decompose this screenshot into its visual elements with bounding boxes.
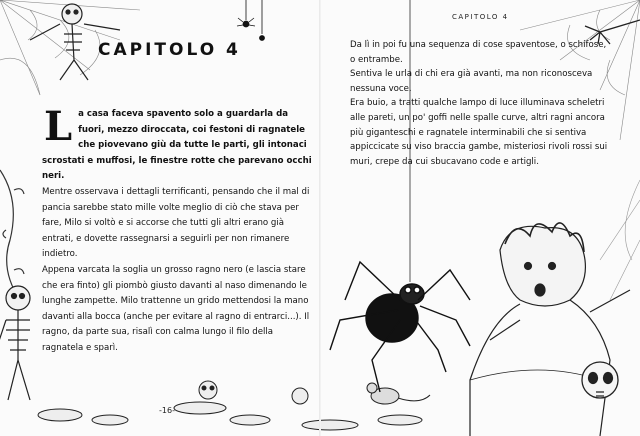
- running-head: CAPITOLO 4: [452, 13, 509, 21]
- boy-milo: [470, 223, 630, 436]
- opening-paragraph: [42, 103, 314, 185]
- left-page-body: [42, 103, 314, 357]
- left-paragraph-2: Mentre osservava i dettagli terrificanti, pensando che il mal di pancia sarebbe stato mille volte meglio di ciò che stava per fare, Milo si voltò e si accorse che tutti gli altri erano già entrati, e dovette rassegnarsi a seguirli per non rimanere indietro.: [42, 186, 310, 260]
- small-spider: [237, 0, 265, 41]
- skeleton-lower-left: [0, 286, 30, 400]
- book-gutter: [319, 0, 321, 436]
- right-paragraph-2: Sentiva le urla di chi era già avanti, ma non riconosceva nessuna voce.: [350, 69, 593, 94]
- right-paragraph-3: Era buio, a tratti qualche lampo di luce illuminava scheletri alle pareti, un po' goffi nelle spalle curve, altri ragni ancora più giganteschi e ragnatele interminabili che si sentiva appiccicate su viso braccia gambe, misteriosi rivoli rossi sui muri, crepe da cui sbucavano code e artigli.: [350, 98, 608, 167]
- bone-pile: [38, 381, 422, 430]
- page-number: -16-: [159, 406, 175, 415]
- skull: [582, 362, 618, 398]
- rat: [367, 383, 430, 404]
- opening-paragraph-text: a casa faceva spavento solo a guardarla da fuori, mezzo diroccata, coi festoni di ragnatele che piovevano giù da tutte le parti, gli intonaci scrostati e muffosi, le finestre rotte che parevano occhi neri.: [42, 109, 312, 182]
- right-edge-cobweb: [600, 180, 640, 300]
- right-paragraph-1: Da lì in poi fu una sequenza di cose spaventose, o schifose, o entrambe.: [350, 40, 607, 65]
- left-paragraph-3: Appena varcata la soglia un grosso ragno nero (e lascia stare che era finto) gli piombò giusto davanti al naso dimenando le lunghe zampette. Milo trattenne un grido mettendosi la mano davanti alla bocca (anche per evitare al ragno di entrarci...). Il ragno, da parte sua, risalì con calma lungo il filo della ragnatela e sparì.: [42, 264, 310, 353]
- drop-cap: L: [44, 103, 73, 150]
- vine-left: [0, 170, 24, 300]
- chapter-title: CAPITOLO 4: [98, 40, 241, 60]
- right-page-body: [350, 38, 610, 169]
